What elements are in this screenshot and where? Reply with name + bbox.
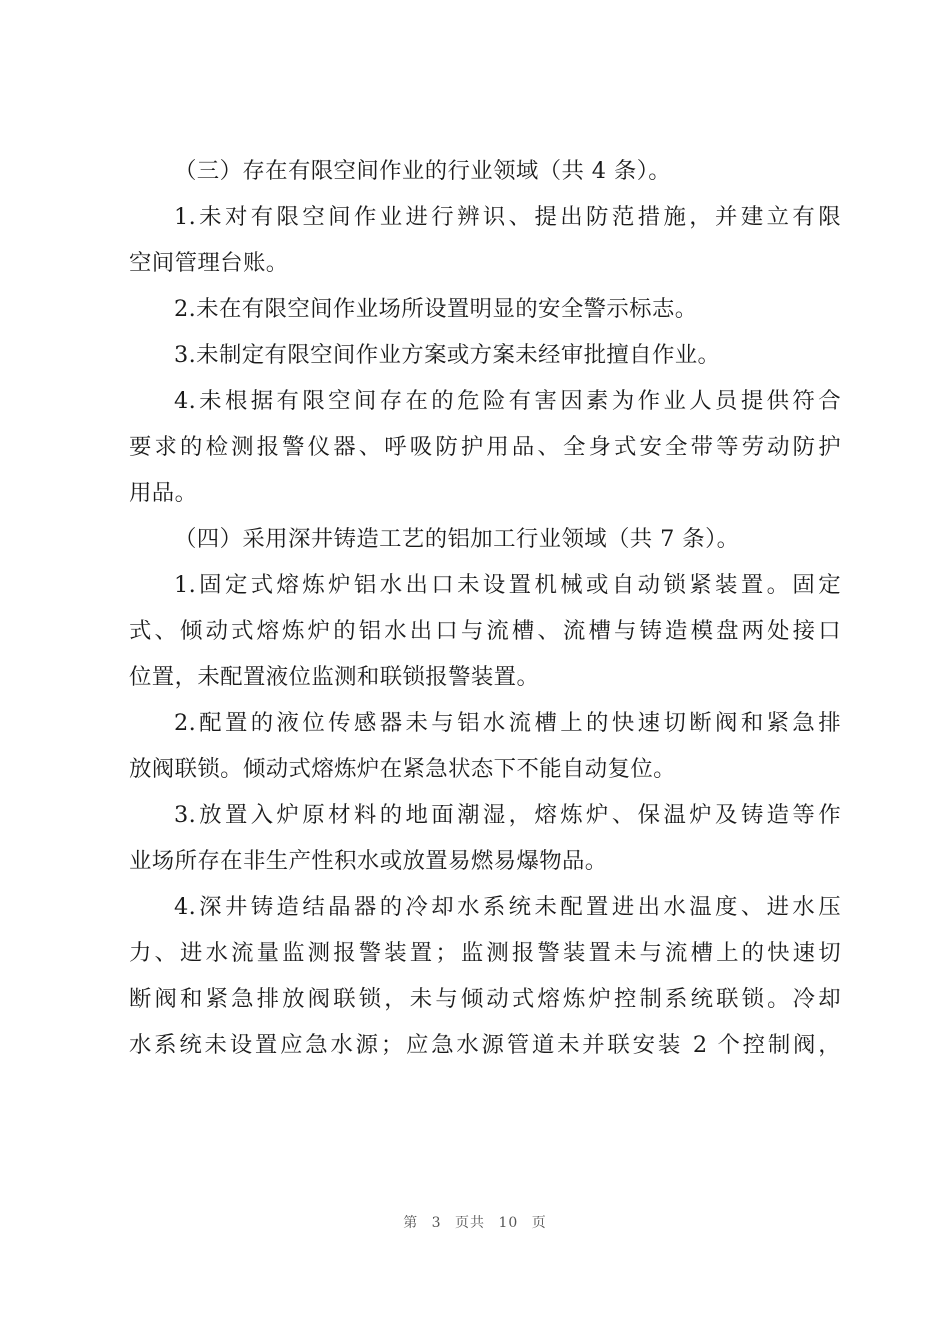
text-line: 水系统未设置应急水源；应急水源管道未并联安装 2 个控制阀， — [129, 1032, 841, 1058]
text-line: 空间管理台账。 — [129, 250, 289, 276]
text-line: 位置，未配置液位监测和联锁报警装置。 — [129, 664, 540, 690]
text-line: 断阀和紧急排放阀联锁，未与倾动式熔炼炉控制系统联锁。冷却 — [129, 986, 841, 1012]
text-line: 2.未在有限空间作业场所设置明显的安全警示标志。 — [174, 296, 698, 322]
text-line: 1.固定式熔炼炉铝水出口未设置机械或自动锁紧装置。固定 — [174, 572, 841, 598]
text-line: 4.深井铸造结晶器的冷却水系统未配置进出水温度、进水压 — [174, 894, 841, 920]
text-line: 2.配置的液位传感器未与铝水流槽上的快速切断阀和紧急排 — [174, 710, 841, 736]
text-line: 3.未制定有限空间作业方案或方案未经审批擅自作业。 — [174, 342, 721, 368]
text-line: 放阀联锁。倾动式熔炼炉在紧急状态下不能自动复位。 — [129, 756, 676, 782]
document-body — [129, 148, 841, 1068]
page-footer: 第 3 页共 10 页 — [403, 1215, 547, 1231]
text-line: 4.未根据有限空间存在的危险有害因素为作业人员提供符合 — [174, 388, 841, 414]
text-line: 3.放置入炉原材料的地面潮湿，熔炼炉、保温炉及铸造等作 — [174, 802, 841, 828]
text-line: 用品。 — [129, 480, 198, 506]
text-line: 要求的检测报警仪器、呼吸防护用品、全身式安全带等劳动防护 — [129, 434, 841, 460]
text-line: 式、倾动式熔炼炉的铝水出口与流槽、流槽与铸造模盘两处接口 — [129, 618, 841, 644]
text-line: （三）存在有限空间作业的行业领域（共 4 条）。 — [174, 158, 672, 184]
text-line: 力、进水流量监测报警装置；监测报警装置未与流槽上的快速切 — [129, 940, 841, 966]
text-line: 业场所存在非生产性积水或放置易燃易爆物品。 — [129, 848, 608, 874]
text-line: 1.未对有限空间作业进行辨识、提出防范措施，并建立有限 — [174, 204, 841, 230]
text-line: （四）采用深井铸造工艺的铝加工行业领域（共 7 条）。 — [174, 526, 740, 552]
